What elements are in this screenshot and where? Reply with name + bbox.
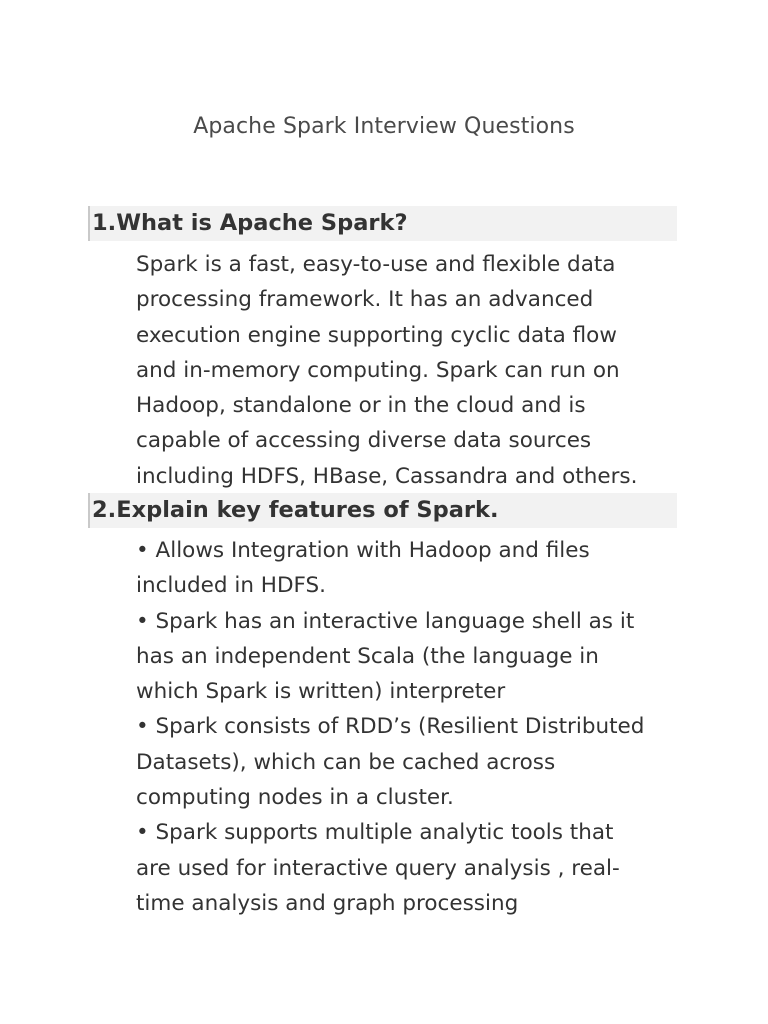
answer-line: processing framework. It has an advanced bbox=[136, 287, 594, 313]
question-1-answer bbox=[136, 247, 681, 494]
answer-line: including HDFS, HBase, Cassandra and others. bbox=[136, 463, 638, 489]
question-2-feature-list bbox=[136, 533, 681, 921]
feature-item bbox=[136, 533, 681, 604]
document-title: Apache Spark Interview Questions bbox=[193, 114, 575, 139]
feature-line: time analysis and graph processing bbox=[136, 890, 519, 916]
feature-line: • Spark has an interactive language shell as it bbox=[136, 608, 635, 634]
feature-line: • Allows Integration with Hadoop and files bbox=[136, 538, 590, 563]
answer-line: Hadoop, standalone or in the cloud and is bbox=[136, 393, 586, 419]
question-1-heading: 1.What is Apache Spark? bbox=[88, 206, 677, 241]
question-2-heading: 2.Explain key features of Spark. bbox=[88, 493, 677, 528]
answer-line: capable of accessing diverse data sources bbox=[136, 428, 592, 454]
answer-line: execution engine supporting cyclic data flow bbox=[136, 322, 617, 348]
feature-line: • Spark supports multiple analytic tools that bbox=[136, 820, 614, 846]
answer-line: and in-memory computing. Spark can run on bbox=[136, 357, 620, 383]
feature-line: computing nodes in a cluster. bbox=[136, 785, 454, 811]
feature-line: Datasets), which can be cached across bbox=[136, 749, 556, 775]
feature-line: which Spark is written) interpreter bbox=[136, 679, 506, 705]
feature-item bbox=[136, 709, 681, 815]
feature-item bbox=[136, 604, 681, 710]
feature-line: are used for interactive query analysis , real- bbox=[136, 855, 620, 881]
feature-line: • Spark consists of RDD’s (Resilient Distributed bbox=[136, 714, 645, 740]
feature-item bbox=[136, 815, 681, 921]
answer-line: Spark is a fast, easy-to-use and flexible data bbox=[136, 252, 616, 277]
feature-line: has an independent Scala (the language in bbox=[136, 643, 599, 669]
feature-line: included in HDFS. bbox=[136, 573, 327, 599]
